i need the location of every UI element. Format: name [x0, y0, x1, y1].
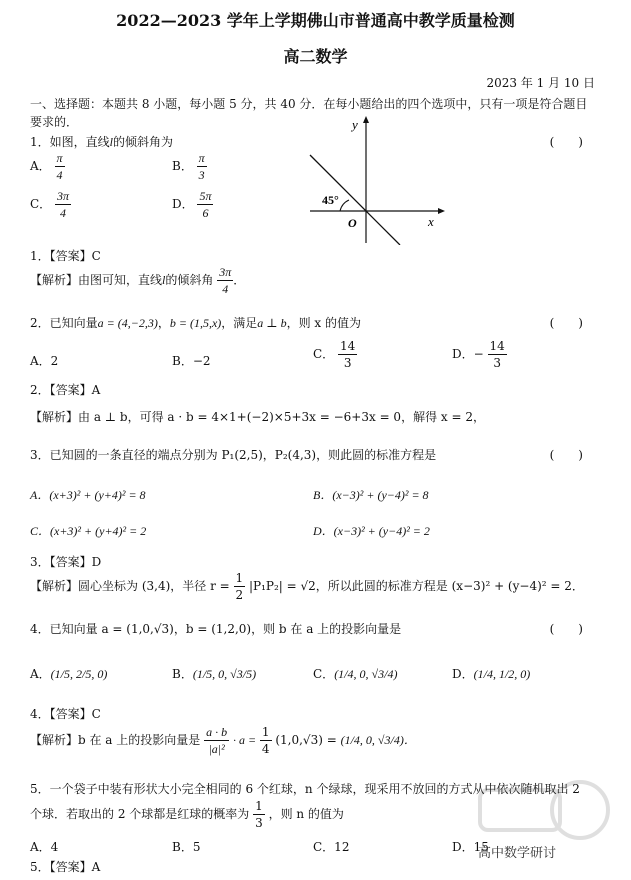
q4-option-b	[172, 665, 256, 682]
q3-analysis	[30, 572, 584, 601]
q5-stem2-tail: ，则 n 的值为	[268, 807, 344, 821]
q3-analysis-tail: |P₁P₂| = √2，所以此圆的标准方程是 (x−3)² + (y−4)² = 2．	[248, 579, 584, 593]
q2-stem-pre: 2．已知向量	[30, 316, 98, 330]
q5-stem2-pre: 个球．若取出的 2 个球都是红球的概率为	[30, 807, 250, 821]
q4-option-a	[30, 665, 107, 682]
q1-figure	[300, 115, 450, 245]
q4-d-value: (1/4, 1/2, 0)	[473, 667, 531, 681]
q4-analysis-tail: (1/4, 0, √3/4)．	[340, 733, 416, 747]
angle-arc	[340, 200, 349, 211]
watermark-text: 高中数学研讨	[478, 846, 557, 861]
q4-stem: 4．已知向量 a = (1,0,√3)，b = (1,2,0)，则 b 在 a 上的投影向量是	[30, 622, 402, 636]
q2-d-den: 3	[493, 356, 501, 370]
q4-answer-bracket: ( )	[549, 622, 583, 636]
q4-a-value: (1/5, 2/5, 0)	[50, 667, 108, 681]
q1-option-d	[172, 190, 213, 219]
q4-analysis-mid: · a =	[232, 733, 257, 747]
q4-c-value: (1/4, 0, √3/4)	[334, 667, 398, 681]
exam-subtitle: 高二数学	[283, 47, 348, 66]
q4-a-label: A．	[30, 667, 51, 681]
q1-analysis-den: 4	[222, 282, 229, 296]
origin-label: O	[348, 216, 357, 230]
x-axis-label: x	[428, 214, 434, 229]
q3-answer-bracket: ( )	[549, 448, 583, 462]
y-axis-label: y	[352, 117, 358, 132]
q4-analysis	[30, 726, 416, 755]
q5-stem2-den: 3	[255, 816, 263, 830]
angle-label: 45°	[322, 193, 339, 207]
q2-answer-bracket: ( )	[549, 316, 583, 330]
section-heading-line2: 要求的．	[30, 115, 79, 129]
q4-analysis-num2: 1	[261, 725, 270, 739]
section-heading-line1: 一、选择题：本题共 8 小题，每小题 5 分，共 40 分．在每小题给出的四个选项中，只有一项是符合题目	[30, 97, 588, 111]
q5-answer: 5．【答案】A	[30, 860, 101, 874]
exam-date: 2023 年 1 月 10 日	[486, 76, 595, 90]
q1-stem-var: l	[109, 135, 113, 149]
q1-a-den: 4	[56, 168, 63, 182]
q1-b-label: B．	[172, 159, 193, 173]
q4-analysis-pre: 【解析】b 在 a 上的投影向量是	[30, 733, 201, 747]
q1-a-num: π	[56, 151, 63, 165]
q1-b-den: 3	[198, 168, 205, 182]
q2-d-label: D．−	[452, 347, 484, 361]
q5-stem-line2	[30, 800, 344, 829]
q3-stem: 3．已知圆的一条直径的端点分别为 P₁(2,5)，P₂(4,3)，则此圆的标准方程是	[30, 448, 437, 462]
q1-analysis-num: 3π	[219, 265, 232, 279]
q1-stem-text: 1．如图，直线	[30, 135, 110, 149]
q2-vector-a: a = (4,−2,3)	[97, 316, 158, 330]
q2-c-den: 3	[343, 356, 352, 370]
watermark-logo-icon	[470, 770, 610, 850]
q1-d-label: D．	[172, 197, 194, 211]
q3-answer: 3．【答案】D	[30, 555, 102, 569]
q5-stem2-num: 1	[255, 799, 263, 813]
q3-analysis-den: 2	[235, 588, 244, 602]
q2-answer: 2．【答案】A	[30, 383, 101, 397]
q1-b-num: π	[198, 151, 205, 165]
q3-option-a: A．(x+3)² + (y+4)² = 8	[30, 488, 146, 502]
q1-d-num: 5π	[199, 189, 212, 203]
q2-c-label: C．	[313, 347, 335, 361]
y-axis-arrow-icon	[363, 116, 369, 123]
q4-analysis-den: |a|²	[208, 742, 225, 756]
q2-vector-b: b = (1,5,x)	[169, 316, 222, 330]
q1-c-num: 3π	[57, 189, 70, 203]
q4-d-label: D．	[452, 667, 474, 681]
q2-option-d	[452, 340, 507, 369]
x-axis-arrow-icon	[438, 208, 445, 214]
q2-option-b: B．−2	[172, 354, 211, 368]
exam-title: 2022—2023 学年上学期佛山市普通高中教学质量检测	[116, 11, 515, 30]
q3-analysis-num: 1	[235, 571, 244, 585]
q2-d-num: 14	[489, 339, 505, 353]
q1-stem-tail: 的倾斜角为	[112, 135, 173, 149]
q1-option-c	[30, 190, 71, 219]
q2-stem: 2．已知向量a = (4,−2,3)，b = (1,5,x)，满足a ⊥ b，则 x 的值为	[30, 316, 361, 330]
q5-option-d: D．15	[452, 840, 489, 854]
q5-stem-line1: 5．一个袋子中装有形状大小完全相同的 6 个红球，n 个绿球，现采用不放回的方式从中依次随机取出 2	[30, 782, 580, 796]
q4-analysis-den2: 4	[261, 742, 270, 756]
q5-option-a: A．4	[30, 840, 59, 854]
q4-analysis-num: a · b	[206, 725, 228, 739]
q2-analysis: 【解析】由 a ⊥ b，可得 a · b = 4×1+(−2)×5+3x = −6+3x = 0，解得 x = 2，	[30, 410, 485, 424]
q2-stem-tail: ，则 x 的值为	[286, 316, 361, 330]
q3-analysis-pre: 【解析】圆心坐标为 (3,4)，半径 r =	[30, 579, 230, 593]
q4-answer: 4．【答案】C	[30, 707, 101, 721]
q4-option-d	[452, 665, 530, 682]
q4-b-label: B．	[172, 667, 193, 681]
q1-answer-bracket: ( )	[549, 135, 583, 149]
q1-analysis-mid: 的倾斜角	[165, 273, 214, 287]
q2-c-num: 14	[340, 339, 356, 353]
q1-stem	[30, 133, 173, 150]
q1-analysis-pre: 【解析】由图可知，直线	[30, 273, 163, 287]
q1-option-a	[30, 152, 65, 181]
q2-option-c	[313, 340, 357, 369]
q1-analysis-end: ．	[233, 273, 246, 287]
q4-option-c	[313, 665, 397, 682]
q1-c-den: 4	[60, 206, 67, 220]
q3-option-d: D．(x−3)² + (y−4)² = 2	[313, 524, 430, 538]
q1-a-label: A．	[30, 159, 51, 173]
q1-analysis	[30, 266, 245, 295]
q2-option-a: A．2	[30, 354, 59, 368]
q4-c-label: C．	[313, 667, 335, 681]
q1-option-b	[172, 152, 207, 181]
q1-c-label: C．	[30, 197, 52, 211]
q1-d-den: 6	[202, 206, 209, 220]
q1-answer: 1．【答案】C	[30, 249, 101, 263]
q3-option-c: C．(x+3)² + (y+4)² = 2	[30, 524, 147, 538]
q5-option-c: C．12	[313, 840, 350, 854]
q2-stem-mid: ，满足	[221, 316, 258, 330]
q5-option-b: B．5	[172, 840, 201, 854]
q3-option-b: B．(x−3)² + (y−4)² = 8	[313, 488, 429, 502]
q2-perp: a ⊥ b	[257, 316, 287, 330]
q4-b-value: (1/5, 0, √3/5)	[192, 667, 257, 681]
q1-analysis-var: l	[162, 273, 166, 287]
q4-analysis-mid2: (1,0,√3) =	[275, 733, 337, 747]
